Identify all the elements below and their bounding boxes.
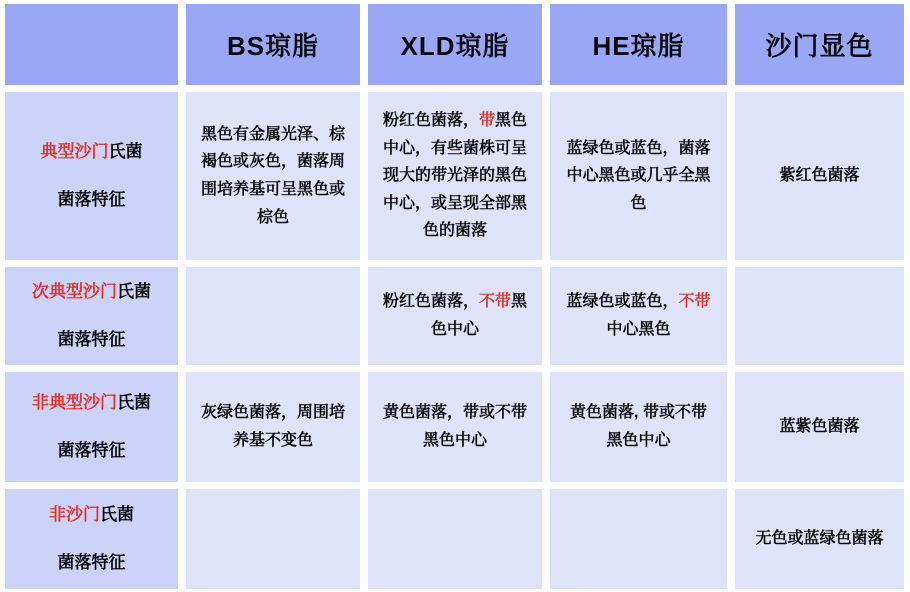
column-header-chromogenic: 沙门显色 (735, 4, 904, 85)
row-label-highlight: 典型沙门 (40, 141, 109, 161)
content-cell-r2-c3 (735, 372, 904, 482)
content-text: 紫红色菌落 (779, 167, 860, 185)
row-label-line2: 菌落特征 (57, 190, 126, 209)
content-cell-r3-c0 (186, 489, 360, 589)
content-cell-r2-c0 (186, 372, 360, 482)
content-text: 黄色菌落, 带或不带黑色中心 (570, 404, 707, 449)
row-label-rest: 氏菌 (117, 392, 151, 412)
column-header-xld-agar: XLD琼脂 (368, 4, 542, 85)
row-label-line2: 菌落特征 (57, 553, 126, 572)
media-comparison-table (5, 4, 904, 589)
column-header-he-agar: HE琼脂 (550, 4, 727, 85)
content-cell-r1-c0 (186, 267, 360, 365)
content-cell-r0-c3 (735, 92, 904, 260)
row-label-rest: 氏菌 (100, 504, 134, 524)
content-cell-r3-c3 (735, 489, 904, 589)
row-label-name (32, 281, 151, 303)
content-text: 蓝绿色或蓝色，不带中心黑色 (566, 293, 711, 338)
content-cell-r0-c1 (368, 92, 542, 260)
row-label-highlight: 非典型沙门 (32, 392, 117, 412)
content-cell-r3-c1 (368, 489, 542, 589)
row-label-0 (5, 92, 178, 260)
row-label-name (49, 504, 134, 526)
content-cell-r0-c0 (186, 92, 360, 260)
content-text: 黑色有金属光泽、棕褐色或灰色，菌落周围培养基可呈黑色或棕色 (200, 125, 345, 226)
content-cell-r1-c1 (368, 267, 542, 365)
row-label-name (41, 141, 143, 163)
content-cell-r1-c3 (735, 267, 904, 365)
content-text: 粉红色菌落，带黑色中心，有些菌株可呈现大的带光泽的黑色中心，或呈现全部黑色的菌落 (382, 112, 528, 240)
row-label-highlight: 次典型沙门 (32, 281, 117, 301)
row-label-1 (5, 267, 178, 365)
row-label-highlight: 非沙门 (49, 504, 100, 524)
row-label-rest: 氏菌 (108, 141, 143, 161)
content-text: 蓝绿色或蓝色，菌落中心黑色或几乎全黑色 (566, 139, 711, 212)
row-label-line2: 菌落特征 (57, 330, 126, 349)
row-label-name (32, 392, 151, 414)
column-header-bs-agar: BS琼脂 (186, 4, 360, 85)
content-cell-r0-c2 (550, 92, 727, 260)
corner-cell (5, 4, 178, 85)
content-cell-r2-c2 (550, 372, 727, 482)
content-text: 无色或蓝绿色菌落 (755, 530, 884, 548)
row-label-2 (5, 372, 178, 482)
row-label-3 (5, 489, 178, 589)
content-cell-r1-c2 (550, 267, 727, 365)
row-label-rest: 氏菌 (117, 281, 151, 301)
content-cell-r2-c1 (368, 372, 542, 482)
row-label-line2: 菌落特征 (57, 441, 126, 460)
content-cell-r3-c2 (550, 489, 727, 589)
content-text: 粉红色菌落，不带黑色中心 (382, 293, 528, 338)
content-text: 黄色菌落，带或不带黑色中心 (382, 404, 527, 449)
content-text: 蓝紫色菌落 (779, 418, 860, 436)
content-text: 灰绿色菌落，周围培养基不变色 (200, 404, 345, 449)
